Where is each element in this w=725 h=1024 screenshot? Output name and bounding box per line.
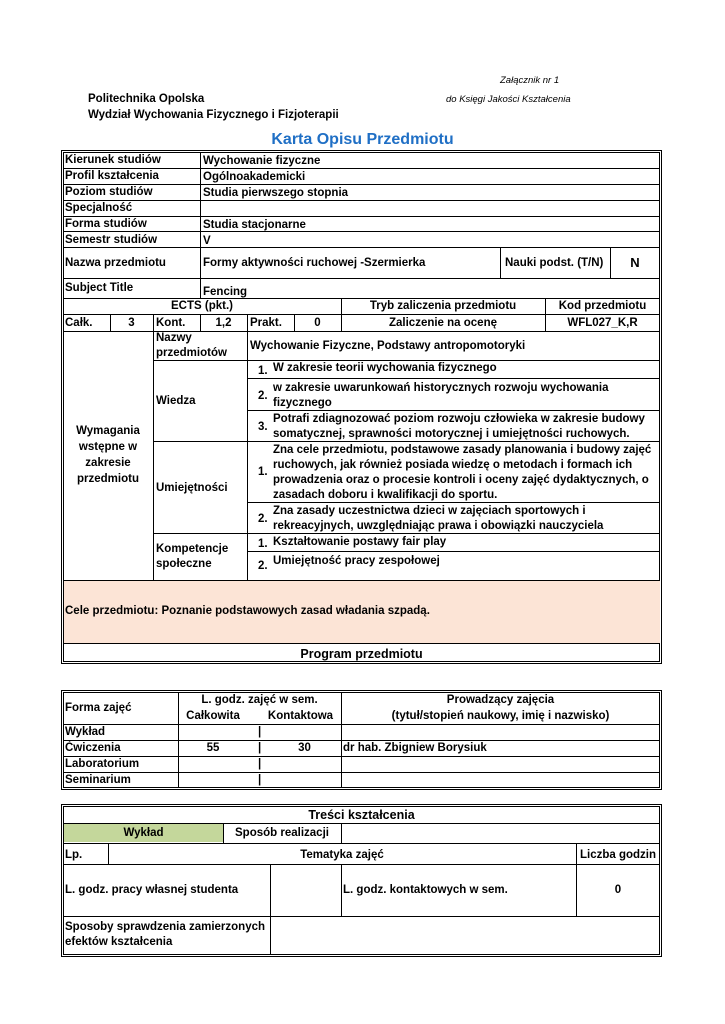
wyklad-label: Wykład — [123, 827, 164, 839]
separator: | — [258, 742, 262, 754]
umiejetnosci-label: Umiejętności — [156, 482, 228, 494]
umiejetnosci-item: Zna zasady uczestnictwa dzieci w zajęciach sportowych i rekreacyjnych, uwzględniając prawa i obowiązki nauczyciela — [273, 505, 604, 532]
program-header: Program przedmiotu — [300, 647, 423, 661]
wiedza-label: Wiedza — [156, 395, 196, 407]
lp-header: Lp. — [65, 849, 83, 861]
faculty-name: Wydział Wychowania Fizycznego i Fizjoterapii — [88, 109, 339, 121]
forma-label: Seminarium — [65, 774, 131, 786]
info-label: Profil kształcenia — [65, 170, 159, 182]
kontaktowa-header: Kontaktowa — [267, 710, 334, 722]
kontaktowe-label: L. godz. kontaktowych w sem. — [343, 884, 508, 896]
prakt-value: 0 — [314, 317, 321, 329]
kompetencje-item: Umiejętność pracy zespołowej — [273, 555, 440, 567]
wiedza-item: w zakresie uwarunkowań historycznych rozwoju wychowania fizycznego — [273, 382, 609, 409]
prakt-label: Prakt. — [250, 317, 282, 329]
kod-value: WFL027_K,R — [567, 317, 638, 329]
separator: | — [258, 758, 262, 770]
forma-label: Laboratorium — [65, 758, 140, 770]
kompetencje-label: Kompetencje społeczne — [156, 543, 229, 570]
info-value: Studia pierwszego stopnia — [203, 187, 349, 199]
university-name: Politechnika Opolska — [88, 93, 205, 105]
prowadzacy-header: Prowadzący zajęcia — [446, 694, 555, 706]
kontaktowa-value: 30 — [298, 742, 311, 754]
info-value: V — [203, 235, 211, 247]
tryb-header: Tryb zaliczenia przedmiotu — [369, 300, 517, 312]
umiejetnosci-num: 2. — [258, 513, 268, 525]
sposoby-label: Sposoby sprawdzenia zamierzonych efektów kształcenia — [65, 921, 266, 948]
tematyka-header: Tematyka zajęć — [300, 849, 384, 861]
forma-header: Forma zajęć — [65, 702, 132, 714]
nauki-label: Nauki podst. (T/N) — [505, 257, 604, 269]
kod-header: Kod przedmiotu — [558, 300, 647, 312]
sposob-label: Sposób realizacji — [235, 827, 329, 839]
separator: | — [258, 726, 262, 738]
subject-title-label: Subject Title — [65, 282, 134, 294]
requirements-label: Wymagania wstępne w zakresie przedmiotu — [76, 425, 140, 485]
info-value: Studia stacjonarne — [203, 219, 306, 231]
tryb-value: Zaliczenie na ocenę — [388, 317, 497, 329]
kompetencje-item: Kształtowanie postawy fair play — [273, 536, 447, 548]
kompetencje-num: 2. — [258, 560, 268, 572]
prowadzacy-subheader: (tytuł/stopień naukowy, imię i nazwisko) — [391, 710, 610, 722]
kont-value: 1,2 — [215, 317, 232, 329]
kontaktowe-value: 0 — [614, 884, 622, 896]
subject-name-label: Nazwa przedmiotu — [65, 257, 166, 269]
forma-label: Ćwiczenia — [65, 742, 121, 754]
separator: | — [258, 774, 262, 786]
kont-label: Kont. — [156, 317, 186, 329]
prowadzacy-value: dr hab. Zbigniew Borysiuk — [343, 742, 487, 754]
wiedza-num: 3. — [258, 421, 268, 433]
subject-name-value: Formy aktywności ruchowej -Szermierka — [203, 257, 426, 269]
goals-text: Cele przedmiotu: Poznanie podstawowych zasad władania szpadą. — [65, 605, 430, 617]
umiejetnosci-num: 1. — [258, 466, 268, 478]
nazwy-label: Nazwy przedmiotów — [156, 332, 227, 359]
calk-value: 3 — [128, 317, 135, 329]
info-label: Kierunek studiów — [65, 154, 161, 166]
info-value: Wychowanie fizyczne — [203, 155, 321, 167]
forma-label: Wykład — [65, 726, 106, 738]
tresci-header: Treści kształcenia — [308, 808, 415, 822]
subject-title-value: Fencing — [203, 286, 248, 298]
umiejetnosci-item: Zna cele przedmiotu, podstawowe zasady planowania i budowy zajęć ruchowych, jak również posiada wiedzę o metodach i formach ich prowadzenia oraz o procesie kontroli i oceny zajęć dydaktycznych, o zasadach doboru i kwalifikacji do sportu. — [273, 444, 652, 501]
annex-label: Załącznik nr 1 — [500, 75, 560, 86]
kompetencje-num: 1. — [258, 538, 268, 550]
wiedza-num: 1. — [258, 365, 268, 377]
wiedza-item: Potrafi zdiagnozować poziom rozwoju człowieka w zakresie budowy somatycznej, sprawności motorycznej i umiejętności ruchowych. — [273, 413, 645, 440]
godz-header: L. godz. zajęć w sem. — [201, 694, 318, 706]
nauki-value: N — [630, 255, 640, 270]
nazwy-value: Wychowanie Fizyczne, Podstawy antropomotoryki — [250, 340, 526, 352]
calk-label: Całk. — [65, 317, 93, 329]
calkowita-header: Całkowita — [186, 710, 240, 722]
quality-book-label: do Księgi Jakości Kształcenia — [446, 94, 571, 105]
wiedza-num: 2. — [258, 390, 268, 402]
info-label: Specjalność — [65, 202, 133, 214]
ects-header: ECTS (pkt.) — [171, 300, 233, 312]
praca-wlasna-label: L. godz. pracy własnej studenta — [65, 884, 239, 896]
info-label: Poziom studiów — [65, 186, 153, 198]
calkowita-value: 55 — [206, 742, 220, 754]
page-title: Karta Opisu Przedmiotu — [271, 131, 454, 148]
wiedza-item: W zakresie teorii wychowania fizycznego — [273, 362, 497, 374]
info-label: Semestr studiów — [65, 234, 158, 246]
info-value: Ogólnoakademicki — [203, 171, 306, 183]
info-label: Forma studiów — [65, 218, 147, 230]
liczba-header: Liczba godzin — [579, 849, 657, 861]
